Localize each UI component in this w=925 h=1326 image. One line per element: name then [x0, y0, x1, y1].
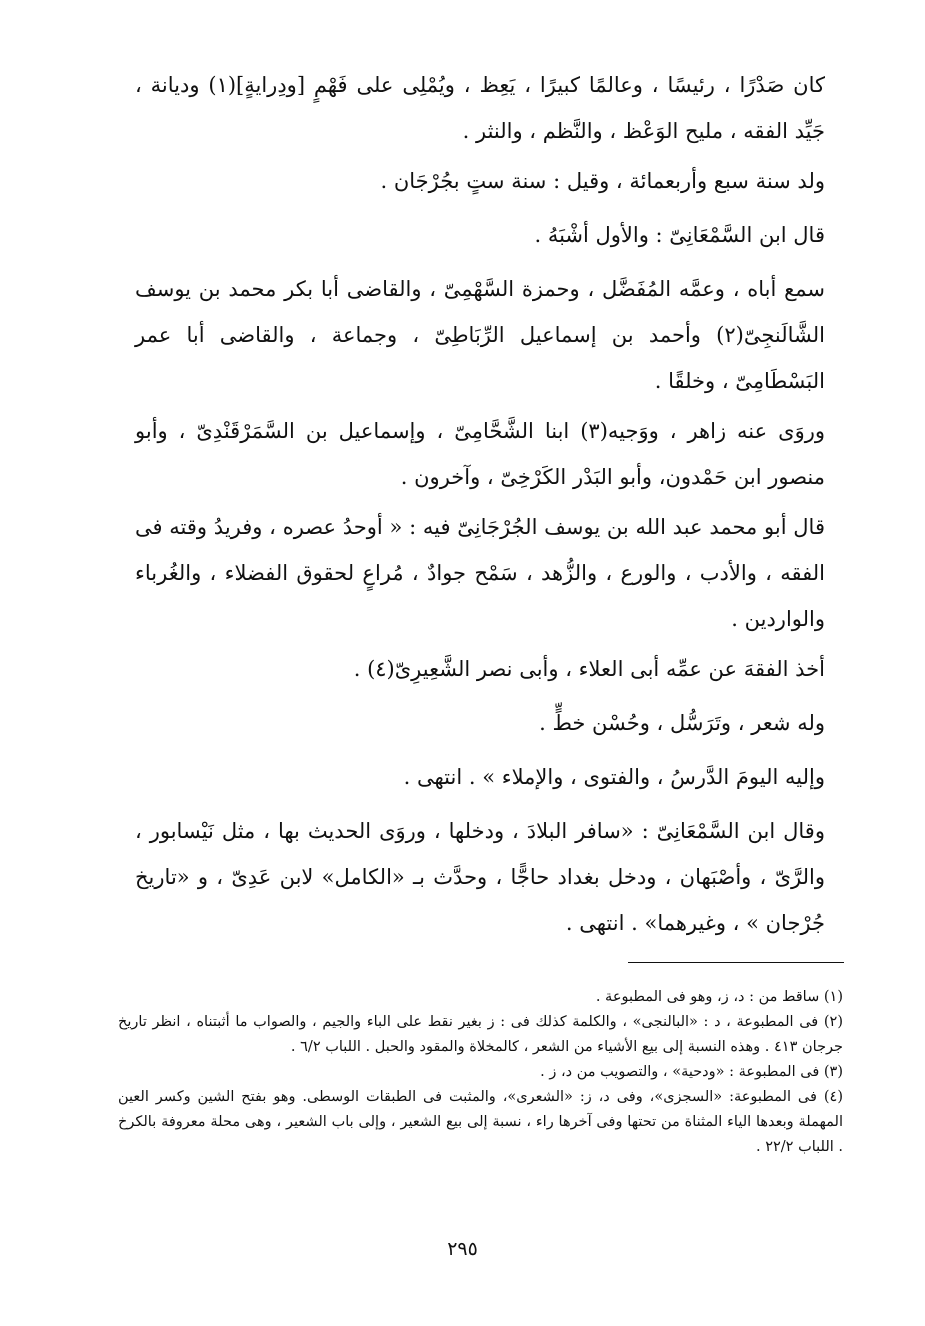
- footnotes: [118, 985, 843, 1160]
- footnote-3: (٣) فى المطبوعة : «ودحية» ، والتصويب من د، ز .: [540, 1064, 843, 1080]
- page-number: ٢٩٥: [447, 1238, 478, 1260]
- paragraph-2: ولد سنة سبع وأربعمائة ، وقيل : سنة ستٍ بجُرْجَان .: [380, 169, 825, 193]
- main-text: [135, 62, 845, 950]
- footnote-1: (١) ساقط من : د، ز، وهو فى المطبوعة .: [595, 989, 843, 1005]
- paragraph-10: وقال ابن السَّمْعَانِىّ : «سافر البلادَ ، ودخلها ، وروَى الحديث بها ، مثل نَيْسابور ، والرَّىّ ، وأصْبَهان ، ودخل بغداد حاجًّا ، وحدَّث بـ «الكامل» لابن عَدِىّ ، و «تاريخ جُرْجان » ، وغيرهما» . انتهى .: [135, 819, 825, 935]
- paragraph-9: وإليه اليومَ الدَّرسُ ، والفتوى ، والإملاء » . انتهى .: [403, 765, 825, 789]
- paragraph-6: قال أبو محمد عبد الله بن يوسف الجُرْجَانِىّ فيه : « أوحدُ عصره ، وفريدُ وقته فى الفقه ، والأدب ، والورع ، والزُّهد ، سَمْح جوادٌ ، مُراعٍ لحقوق الفضلاء ، والغُرباء والواردين .: [135, 515, 825, 631]
- paragraph-7: أخذ الفقهَ عن عمِّه أبى العلاء ، وأبى نصر الشَّعِيرِىّ(٤) .: [353, 657, 825, 681]
- paragraph-4: سمع أباه ، وعمَّه المُفَضَّل ، وحمزة السَّهْمِىّ ، والقاضى أبا بكر محمد بن يوسف الشَّالَنجِىّ(٢) وأحمد بن إسماعيل الرِّبَاطِىّ ، وجماعة ، والقاضى أبا عمر البَسْطَامِىّ ، وخلقًا .: [135, 277, 825, 393]
- footnote-2: (٢) فى المطبوعة ، د : «البالنجى» ، والكلمة كذلك فى : ز بغير نقط على الباء والجيم ، والصواب ما أثبتناه ، انظر تاريخ جرجان ٤١٣ . وهذه النسبة إلى بيع الأشياء من الشعر ، كالمخلاة والمقود والحبل . اللباب ٦/٢ .: [118, 1014, 843, 1055]
- paragraph-8: وله شعر ، وتَرَسُّل ، وحُسْن خطٍّ .: [539, 711, 825, 735]
- paragraph-5: وروَى عنه زاهر ، ووَجيه(٣) ابنا الشَّحَّامِىّ ، وإسماعيل بن السَّمَرْقَنْدِىّ ، وأبو منصور ابن حَمْدون، وأبو البَدْر الكَرْخِىّ ، وآخرون .: [135, 419, 825, 489]
- footnote-separator: [628, 962, 844, 963]
- footnote-4: (٤) فى المطبوعة: «السجزى»، وفى د، ز: «الشعرى»، والمثبت فى الطبقات الوسطى. وهو بفتح الشين وكسر العين المهملة وبعدها الياء المثناة من تحتها وفى آخرها راء ، نسبة إلى بيع الشعير ، وإلى باب الشعير ، وهى محلة معروفة بالكرخ . اللباب ٢٢/٢ .: [118, 1089, 843, 1155]
- paragraph-1: كان صَدْرًا ، رئيسًا ، وعالمًا كبيرًا ، يَعِظ ، ويُمْلِى على فَهْمٍ [ودِرايةٍ](١) وديانة ، جَيِّد الفقه ، مليح الوَعْظ ، والنَّظم ، والنثر .: [135, 73, 825, 143]
- paragraph-3: قال ابن السَّمْعَانِىّ : والأول أشْبَهُ .: [534, 223, 825, 247]
